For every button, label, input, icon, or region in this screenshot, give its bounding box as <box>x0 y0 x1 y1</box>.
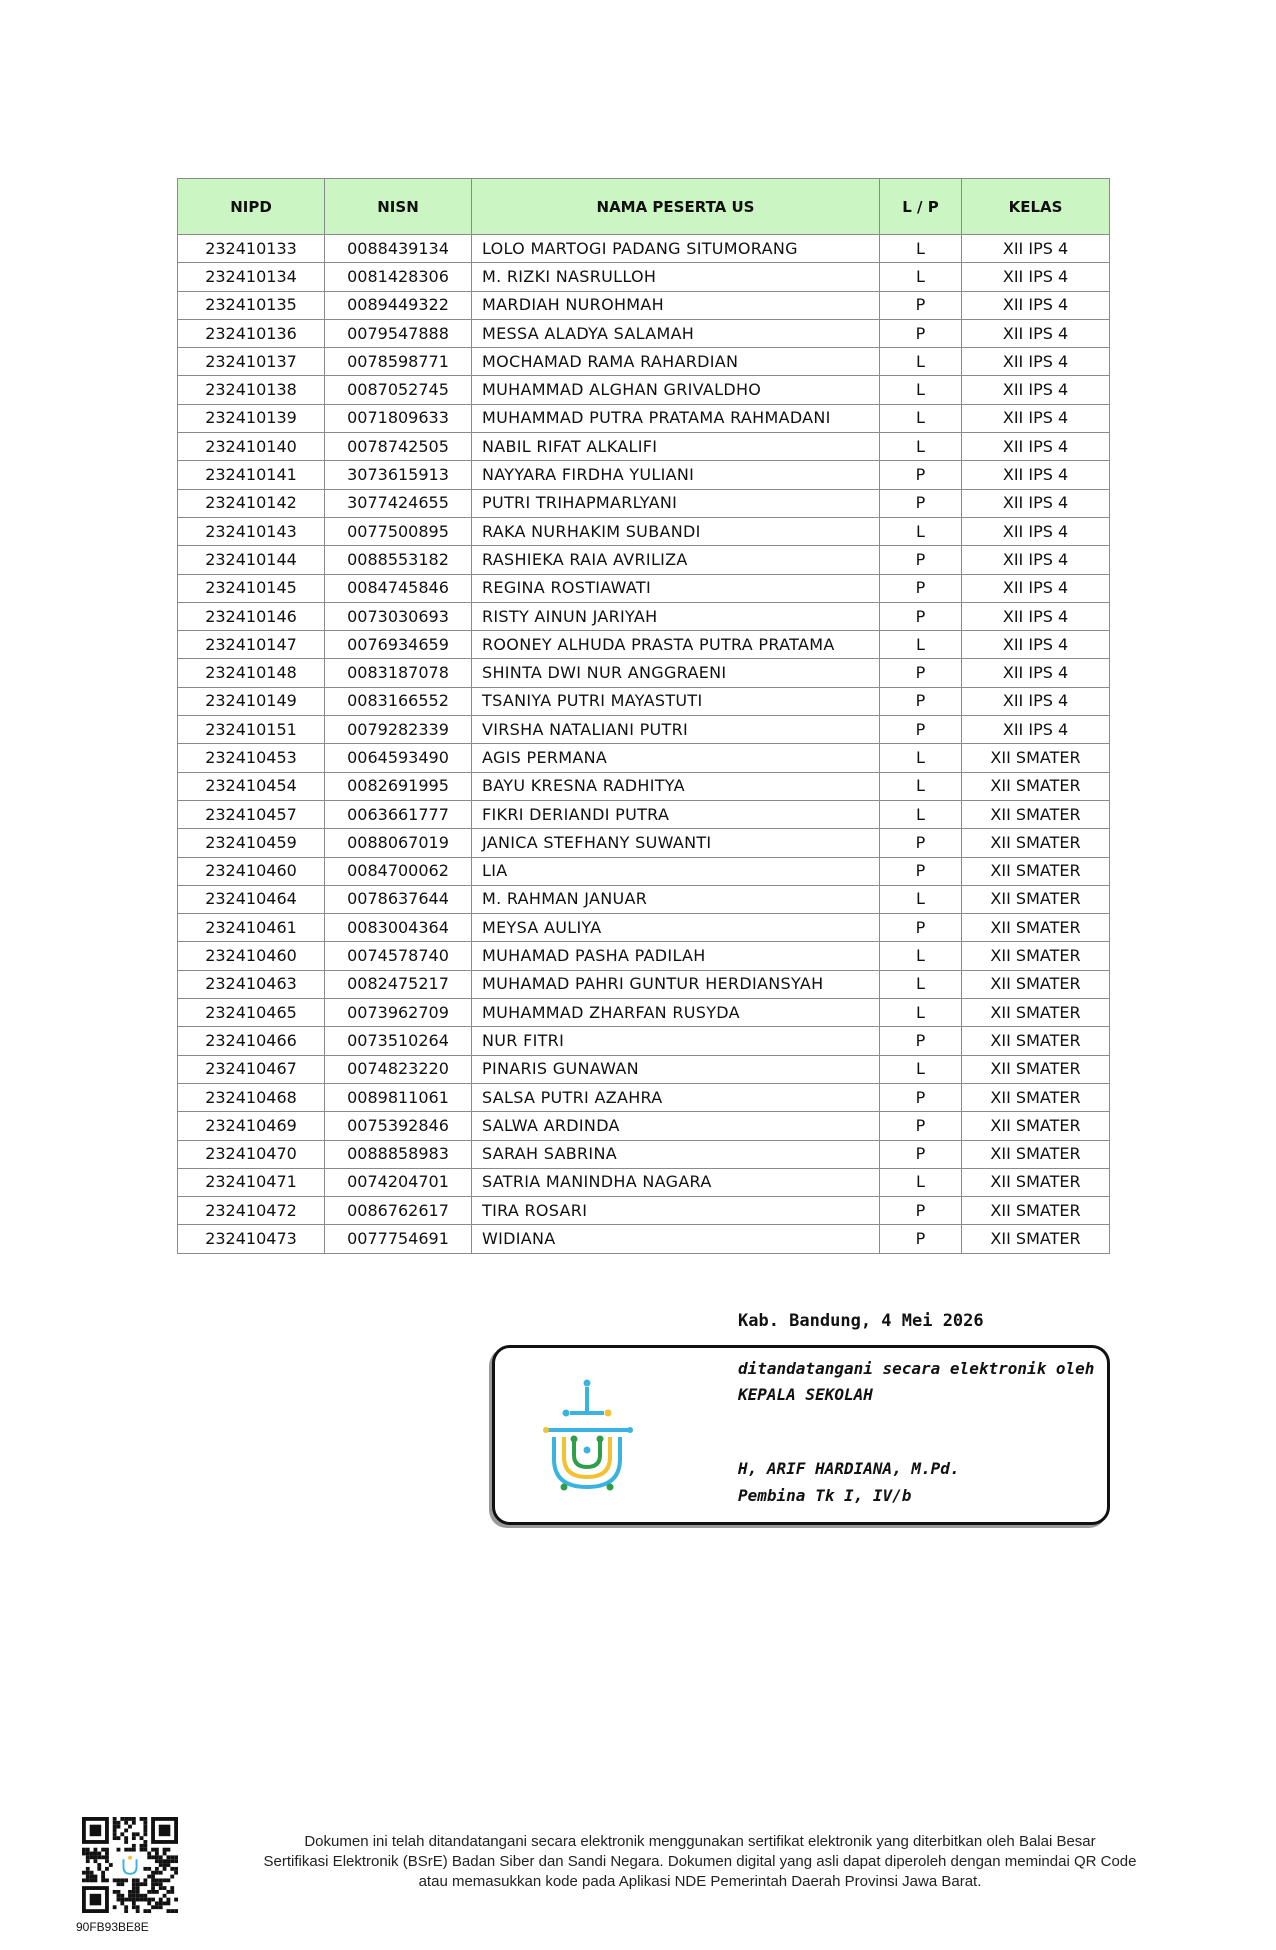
cell-kelas: XII IPS 4 <box>962 602 1110 630</box>
cell-lp: L <box>880 376 962 404</box>
cell-nipd: 232410144 <box>178 546 325 574</box>
sig-name: H, ARIF HARDIANA, M.Pd. <box>738 1459 960 1478</box>
cell-nisn: 0076934659 <box>325 631 472 659</box>
cell-nisn: 0084745846 <box>325 574 472 602</box>
table-row <box>178 348 1110 376</box>
cell-kelas: XII SMATER <box>962 1168 1110 1196</box>
cell-lp: P <box>880 1197 962 1225</box>
table-row <box>178 885 1110 913</box>
cell-lp: P <box>880 1027 962 1055</box>
cell-lp: P <box>880 489 962 517</box>
sig-line-2: KEPALA SEKOLAH <box>738 1385 873 1404</box>
table-row <box>178 970 1110 998</box>
cell-lp: P <box>880 574 962 602</box>
footer-note <box>220 1832 1180 1892</box>
cell-kelas: XII SMATER <box>962 1197 1110 1225</box>
cell-kelas: XII SMATER <box>962 857 1110 885</box>
cell-nama: RAKA NURHAKIM SUBANDI <box>472 517 880 545</box>
cell-kelas: XII SMATER <box>962 1112 1110 1140</box>
cell-lp: L <box>880 885 962 913</box>
cell-lp: L <box>880 348 962 376</box>
participants-table <box>177 178 1110 1254</box>
cell-nama: LIA <box>472 857 880 885</box>
table-row <box>178 914 1110 942</box>
cell-nipd: 232410145 <box>178 574 325 602</box>
table-row <box>178 546 1110 574</box>
table-row <box>178 602 1110 630</box>
header-nipd: NIPD <box>178 179 325 235</box>
cell-lp: L <box>880 800 962 828</box>
cell-lp: P <box>880 602 962 630</box>
cell-kelas: XII SMATER <box>962 1140 1110 1168</box>
cell-nipd: 232410151 <box>178 716 325 744</box>
cell-lp: L <box>880 404 962 432</box>
cell-lp: P <box>880 319 962 347</box>
table-row <box>178 376 1110 404</box>
cell-nama: MUHAMAD PASHA PADILAH <box>472 942 880 970</box>
cell-nama: JANICA STEFHANY SUWANTI <box>472 829 880 857</box>
cell-nisn: 0089449322 <box>325 291 472 319</box>
header-nama: NAMA PESERTA US <box>472 179 880 235</box>
table-row <box>178 1055 1110 1083</box>
cell-nipd: 232410133 <box>178 235 325 263</box>
cell-nama: MUHAMAD PAHRI GUNTUR HERDIANSYAH <box>472 970 880 998</box>
cell-kelas: XII IPS 4 <box>962 433 1110 461</box>
cell-nisn: 0087052745 <box>325 376 472 404</box>
cell-nisn: 0078742505 <box>325 433 472 461</box>
cell-nisn: 0074578740 <box>325 942 472 970</box>
cell-nama: SARAH SABRINA <box>472 1140 880 1168</box>
cell-nipd: 232410149 <box>178 687 325 715</box>
cell-nama: MARDIAH NUROHMAH <box>472 291 880 319</box>
cell-nisn: 0086762617 <box>325 1197 472 1225</box>
cell-nama: AGIS PERMANA <box>472 744 880 772</box>
cell-nama: TIRA ROSARI <box>472 1197 880 1225</box>
cell-nipd: 232410470 <box>178 1140 325 1168</box>
cell-nama: RISTY AINUN JARIYAH <box>472 602 880 630</box>
table-header-row <box>178 179 1110 235</box>
table-row <box>178 1027 1110 1055</box>
cell-nama: MOCHAMAD RAMA RAHARDIAN <box>472 348 880 376</box>
cell-nama: TSANIYA PUTRI MAYASTUTI <box>472 687 880 715</box>
cell-nisn: 0064593490 <box>325 744 472 772</box>
table-row <box>178 631 1110 659</box>
cell-nama: WIDIANA <box>472 1225 880 1253</box>
cell-nisn: 0083187078 <box>325 659 472 687</box>
cell-nama: FIKRI DERIANDI PUTRA <box>472 800 880 828</box>
cell-nisn: 0082475217 <box>325 970 472 998</box>
cell-nisn: 0089811061 <box>325 1083 472 1111</box>
cell-nisn: 0077500895 <box>325 517 472 545</box>
cell-nama: NABIL RIFAT ALKALIFI <box>472 433 880 461</box>
cell-lp: P <box>880 1140 962 1168</box>
cell-kelas: XII SMATER <box>962 999 1110 1027</box>
cell-nama: NUR FITRI <box>472 1027 880 1055</box>
cell-kelas: XII IPS 4 <box>962 716 1110 744</box>
cell-nama: M. RAHMAN JANUAR <box>472 885 880 913</box>
table-row <box>178 1225 1110 1253</box>
table-row <box>178 829 1110 857</box>
table-row <box>178 942 1110 970</box>
table-row <box>178 800 1110 828</box>
place-date: Kab. Bandung, 4 Mei 2026 <box>738 1311 984 1331</box>
cell-lp: L <box>880 970 962 998</box>
cell-kelas: XII IPS 4 <box>962 461 1110 489</box>
cell-nisn: 0073510264 <box>325 1027 472 1055</box>
header-kelas: KELAS <box>962 179 1110 235</box>
cell-kelas: XII SMATER <box>962 1027 1110 1055</box>
sig-rank: Pembina Tk I, IV/b <box>738 1486 912 1505</box>
cell-kelas: XII SMATER <box>962 800 1110 828</box>
cell-nama: PUTRI TRIHAPMARLYANI <box>472 489 880 517</box>
cell-nisn: 0084700062 <box>325 857 472 885</box>
cell-nipd: 232410134 <box>178 263 325 291</box>
footer-note-line-1: Dokumen ini telah ditandatangani secara elektronik menggunakan sertifikat elektronik yang diterbitkan oleh Balai Besar <box>304 1833 1096 1850</box>
table-row <box>178 263 1110 291</box>
cell-kelas: XII SMATER <box>962 914 1110 942</box>
cell-nipd: 232410140 <box>178 433 325 461</box>
cell-nisn: 0074204701 <box>325 1168 472 1196</box>
cell-lp: P <box>880 687 962 715</box>
cell-nipd: 232410146 <box>178 602 325 630</box>
table-row <box>178 687 1110 715</box>
cell-nipd: 232410453 <box>178 744 325 772</box>
table-row <box>178 319 1110 347</box>
cell-nipd: 232410147 <box>178 631 325 659</box>
cell-lp: P <box>880 914 962 942</box>
cell-nisn: 3073615913 <box>325 461 472 489</box>
cell-lp: L <box>880 517 962 545</box>
cell-nipd: 232410467 <box>178 1055 325 1083</box>
cell-kelas: XII IPS 4 <box>962 263 1110 291</box>
cell-lp: L <box>880 744 962 772</box>
cell-nama: BAYU KRESNA RADHITYA <box>472 772 880 800</box>
cell-nipd: 232410143 <box>178 517 325 545</box>
cell-nisn: 0074823220 <box>325 1055 472 1083</box>
cell-lp: L <box>880 772 962 800</box>
table-row <box>178 433 1110 461</box>
cell-kelas: XII SMATER <box>962 829 1110 857</box>
cell-nipd: 232410472 <box>178 1197 325 1225</box>
table-row <box>178 1197 1110 1225</box>
cell-nipd: 232410135 <box>178 291 325 319</box>
cell-nama: SATRIA MANINDHA NAGARA <box>472 1168 880 1196</box>
table-row <box>178 1112 1110 1140</box>
cell-nisn: 0077754691 <box>325 1225 472 1253</box>
cell-nipd: 232410461 <box>178 914 325 942</box>
sig-line-1: ditandatangani secara elektronik oleh <box>738 1359 1095 1378</box>
cell-nipd: 232410469 <box>178 1112 325 1140</box>
cell-nipd: 232410471 <box>178 1168 325 1196</box>
cell-nama: VIRSHA NATALIANI PUTRI <box>472 716 880 744</box>
cell-kelas: XII SMATER <box>962 1055 1110 1083</box>
cell-nipd: 232410142 <box>178 489 325 517</box>
document-code: 90FB93BE8E <box>76 1920 149 1934</box>
cell-kelas: XII IPS 4 <box>962 348 1110 376</box>
cell-nipd: 232410465 <box>178 999 325 1027</box>
cell-nipd: 232410466 <box>178 1027 325 1055</box>
table-row <box>178 404 1110 432</box>
cell-lp: L <box>880 999 962 1027</box>
cell-kelas: XII IPS 4 <box>962 659 1110 687</box>
cell-nisn: 0082691995 <box>325 772 472 800</box>
cell-nama: ROONEY ALHUDA PRASTA PUTRA PRATAMA <box>472 631 880 659</box>
cell-nisn: 0073030693 <box>325 602 472 630</box>
cell-nipd: 232410460 <box>178 942 325 970</box>
cell-kelas: XII SMATER <box>962 885 1110 913</box>
cell-nama: MESSA ALADYA SALAMAH <box>472 319 880 347</box>
cell-nama: REGINA ROSTIAWATI <box>472 574 880 602</box>
cell-lp: P <box>880 1225 962 1253</box>
cell-lp: P <box>880 1112 962 1140</box>
cell-lp: P <box>880 1083 962 1111</box>
cell-nisn: 0083004364 <box>325 914 472 942</box>
cell-nisn: 0088858983 <box>325 1140 472 1168</box>
cell-nisn: 0071809633 <box>325 404 472 432</box>
header-nisn: NISN <box>325 179 472 235</box>
header-lp: L / P <box>880 179 962 235</box>
cell-lp: P <box>880 461 962 489</box>
cell-nama: SALSA PUTRI AZAHRA <box>472 1083 880 1111</box>
table-row <box>178 291 1110 319</box>
cell-nisn: 0075392846 <box>325 1112 472 1140</box>
jabar-logo-icon <box>540 1375 634 1495</box>
cell-kelas: XII IPS 4 <box>962 235 1110 263</box>
table-row <box>178 1140 1110 1168</box>
cell-nama: M. RIZKI NASRULLOH <box>472 263 880 291</box>
cell-kelas: XII SMATER <box>962 942 1110 970</box>
cell-nipd: 232410463 <box>178 970 325 998</box>
cell-lp: P <box>880 716 962 744</box>
cell-kelas: XII IPS 4 <box>962 489 1110 517</box>
cell-nama: LOLO MARTOGI PADANG SITUMORANG <box>472 235 880 263</box>
cell-nipd: 232410473 <box>178 1225 325 1253</box>
cell-nipd: 232410136 <box>178 319 325 347</box>
cell-kelas: XII IPS 4 <box>962 291 1110 319</box>
table-row <box>178 857 1110 885</box>
cell-nisn: 3077424655 <box>325 489 472 517</box>
cell-nipd: 232410139 <box>178 404 325 432</box>
cell-lp: L <box>880 433 962 461</box>
cell-nipd: 232410468 <box>178 1083 325 1111</box>
table-row <box>178 716 1110 744</box>
cell-lp: L <box>880 1055 962 1083</box>
cell-nipd: 232410459 <box>178 829 325 857</box>
cell-nisn: 0079282339 <box>325 716 472 744</box>
cell-nisn: 0073962709 <box>325 999 472 1027</box>
cell-lp: P <box>880 857 962 885</box>
table-row <box>178 999 1110 1027</box>
cell-nipd: 232410138 <box>178 376 325 404</box>
table-row <box>178 489 1110 517</box>
cell-lp: L <box>880 263 962 291</box>
table-row <box>178 744 1110 772</box>
qr-code-icon <box>82 1817 178 1913</box>
cell-nisn: 0083166552 <box>325 687 472 715</box>
cell-kelas: XII SMATER <box>962 970 1110 998</box>
cell-kelas: XII IPS 4 <box>962 546 1110 574</box>
table-row <box>178 772 1110 800</box>
table-row <box>178 235 1110 263</box>
cell-nipd: 232410148 <box>178 659 325 687</box>
cell-kelas: XII IPS 4 <box>962 404 1110 432</box>
cell-nama: MUHAMMAD ZHARFAN RUSYDA <box>472 999 880 1027</box>
table-row <box>178 659 1110 687</box>
cell-nisn: 0078637644 <box>325 885 472 913</box>
cell-nama: MEYSA AULIYA <box>472 914 880 942</box>
cell-nipd: 232410137 <box>178 348 325 376</box>
cell-nipd: 232410454 <box>178 772 325 800</box>
cell-kelas: XII SMATER <box>962 772 1110 800</box>
cell-nisn: 0088067019 <box>325 829 472 857</box>
cell-nipd: 232410464 <box>178 885 325 913</box>
cell-kelas: XII IPS 4 <box>962 517 1110 545</box>
cell-nisn: 0078598771 <box>325 348 472 376</box>
footer-note-line-2: Sertifikasi Elektronik (BSrE) Badan Siber dan Sandi Negara. Dokumen digital yang asli dapat diperoleh dengan memindai QR Code <box>263 1853 1137 1870</box>
cell-nisn: 0088553182 <box>325 546 472 574</box>
cell-nama: SHINTA DWI NUR ANGGRAENI <box>472 659 880 687</box>
cell-nisn: 0063661777 <box>325 800 472 828</box>
cell-kelas: XII IPS 4 <box>962 631 1110 659</box>
footer-note-line-3: atau memasukkan kode pada Aplikasi NDE Pemerintah Daerah Provinsi Jawa Barat. <box>418 1873 982 1890</box>
cell-lp: P <box>880 546 962 574</box>
cell-nisn: 0081428306 <box>325 263 472 291</box>
cell-lp: P <box>880 659 962 687</box>
table-row <box>178 517 1110 545</box>
cell-kelas: XII IPS 4 <box>962 376 1110 404</box>
table-row <box>178 574 1110 602</box>
cell-nama: MUHAMMAD PUTRA PRATAMA RAHMADANI <box>472 404 880 432</box>
cell-nisn: 0088439134 <box>325 235 472 263</box>
cell-kelas: XII SMATER <box>962 744 1110 772</box>
cell-lp: P <box>880 829 962 857</box>
cell-nama: RASHIEKA RAIA AVRILIZA <box>472 546 880 574</box>
cell-nipd: 232410460 <box>178 857 325 885</box>
table-row <box>178 1083 1110 1111</box>
cell-nipd: 232410141 <box>178 461 325 489</box>
cell-nama: PINARIS GUNAWAN <box>472 1055 880 1083</box>
cell-nipd: 232410457 <box>178 800 325 828</box>
cell-lp: L <box>880 942 962 970</box>
cell-kelas: XII SMATER <box>962 1083 1110 1111</box>
cell-kelas: XII IPS 4 <box>962 574 1110 602</box>
cell-nama: MUHAMMAD ALGHAN GRIVALDHO <box>472 376 880 404</box>
cell-lp: P <box>880 291 962 319</box>
cell-nisn: 0079547888 <box>325 319 472 347</box>
cell-kelas: XII IPS 4 <box>962 687 1110 715</box>
cell-lp: L <box>880 235 962 263</box>
cell-kelas: XII IPS 4 <box>962 319 1110 347</box>
cell-nama: SALWA ARDINDA <box>472 1112 880 1140</box>
table-row <box>178 461 1110 489</box>
cell-kelas: XII SMATER <box>962 1225 1110 1253</box>
cell-nama: NAYYARA FIRDHA YULIANI <box>472 461 880 489</box>
table-row <box>178 1168 1110 1196</box>
cell-lp: L <box>880 631 962 659</box>
cell-lp: L <box>880 1168 962 1196</box>
